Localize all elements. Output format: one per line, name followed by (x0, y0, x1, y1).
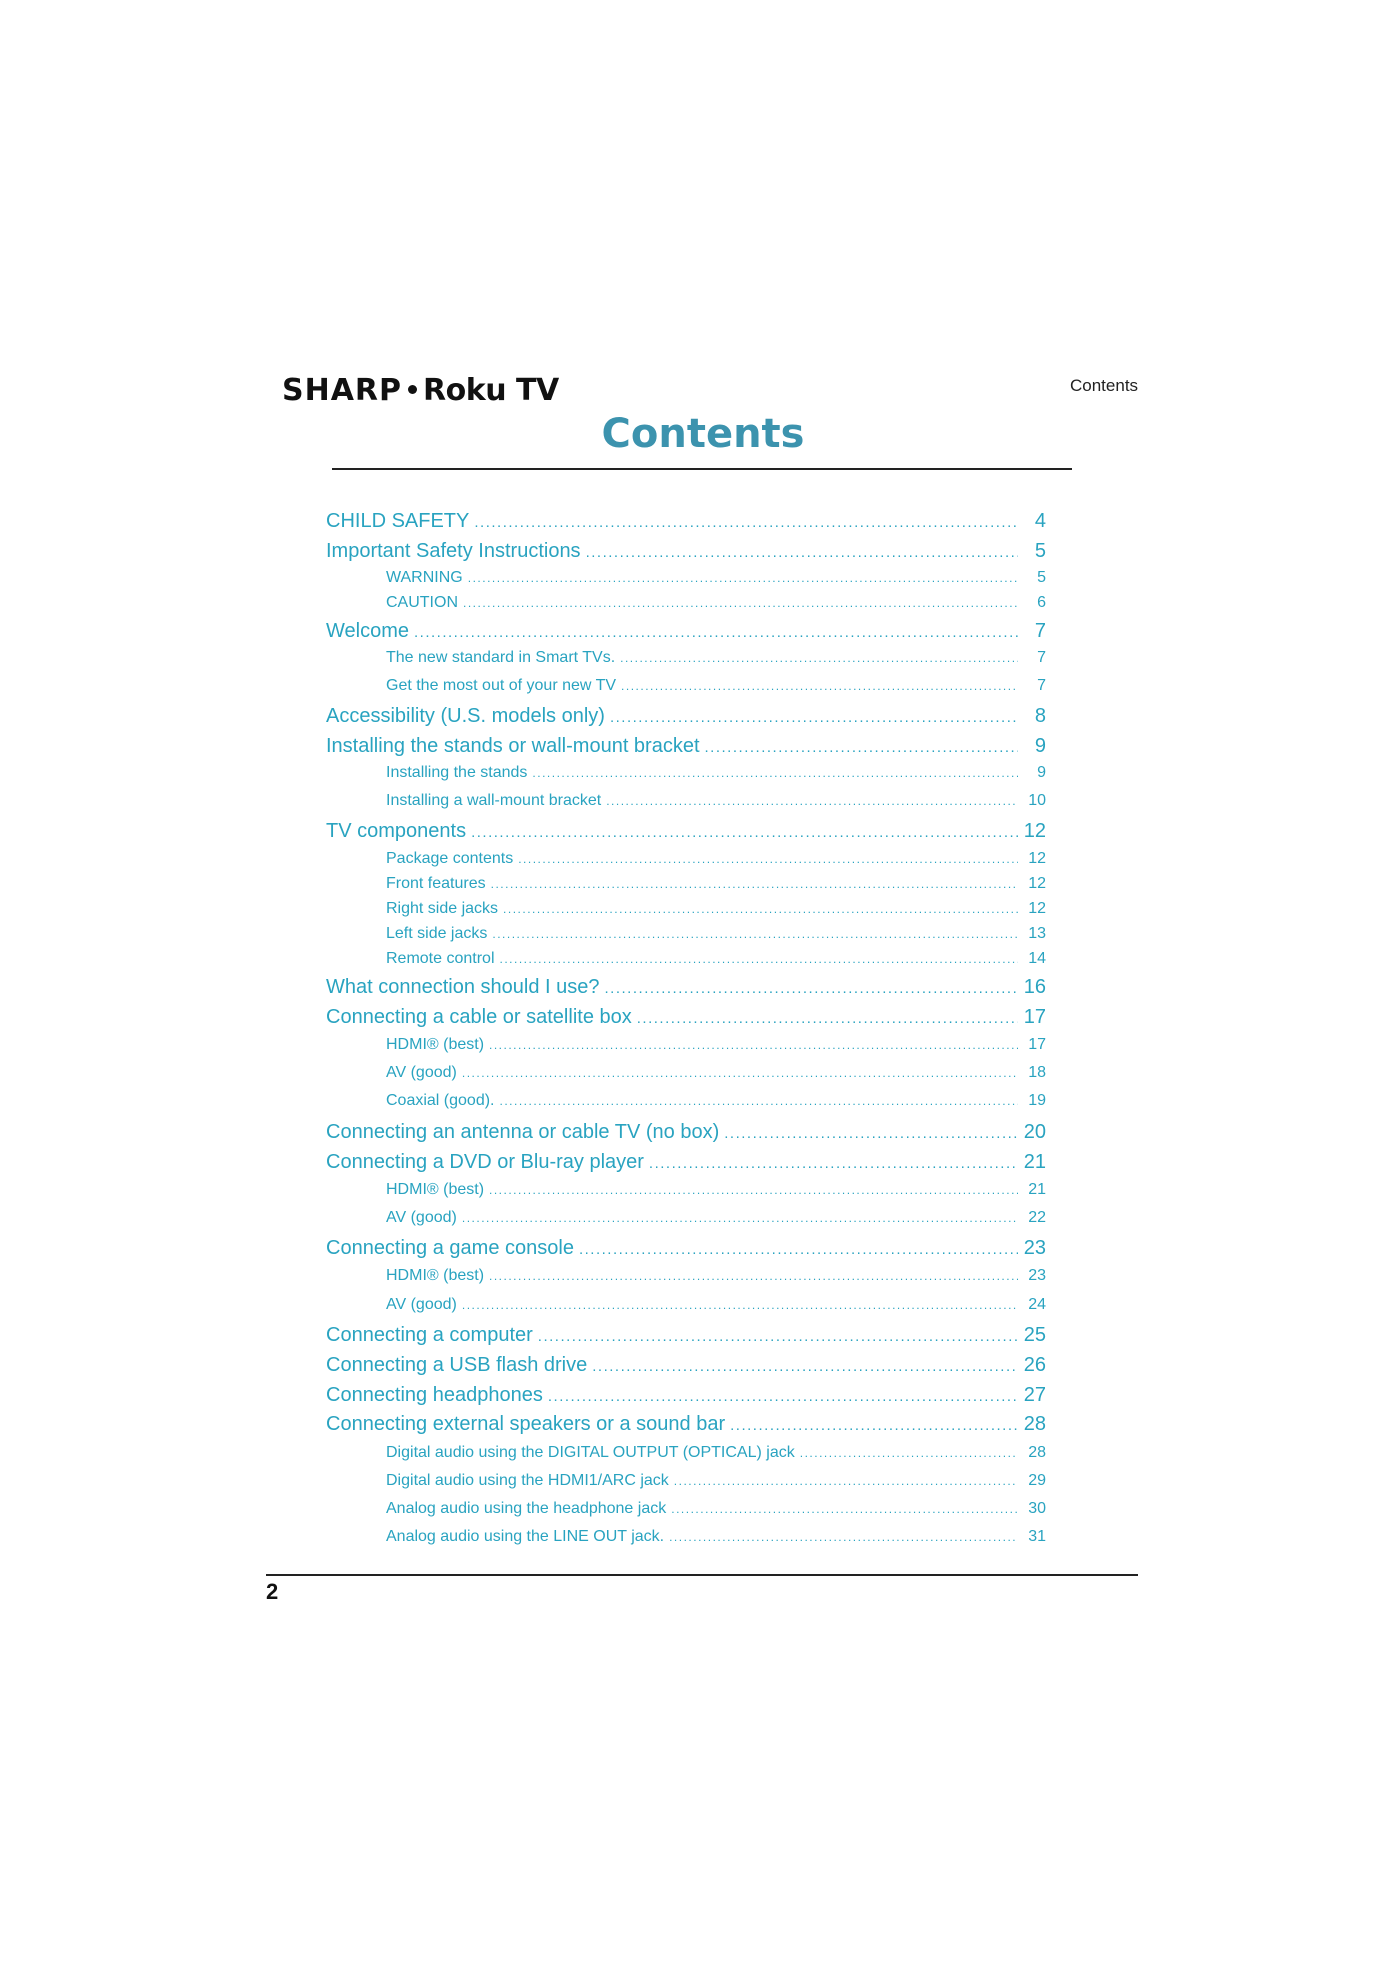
toc-entry[interactable] (326, 540, 1046, 563)
toc-entry[interactable] (326, 1237, 1046, 1260)
running-header: Contents (1070, 376, 1139, 395)
toc-subentry[interactable] (386, 1181, 1046, 1199)
toc-entry-page: 17 (1028, 1036, 1046, 1053)
toc-subentry[interactable] (386, 1528, 1046, 1546)
dot-leader (414, 624, 1018, 641)
dot-leader (586, 544, 1018, 561)
toc-entry-page: 31 (1028, 1528, 1046, 1545)
toc-subentry[interactable] (386, 569, 1046, 587)
dot-leader (724, 1125, 1018, 1142)
toc-entry-page: 24 (1028, 1296, 1046, 1313)
toc-entry-page: 12 (1028, 850, 1046, 867)
logo-brand: SHARP (282, 373, 403, 408)
toc-entry-page: 4 (1034, 510, 1046, 532)
dot-leader (671, 1502, 1018, 1516)
toc-entry-page: 12 (1023, 820, 1046, 842)
toc-entry-label: Right side jacks (386, 900, 499, 917)
toc-entry[interactable] (326, 735, 1046, 758)
toc-entry-label: Coaxial (good). (386, 1092, 495, 1109)
logo-product: Roku TV (423, 373, 559, 408)
footer-divider (266, 1574, 1138, 1576)
toc-entry-label: Important Safety Instructions (326, 540, 581, 562)
toc-entry-label: Digital audio using the HDMI1/ARC jack (386, 1472, 669, 1489)
toc-entry-page: 21 (1028, 1181, 1046, 1198)
toc-entry-page: 16 (1023, 976, 1046, 998)
toc-entry-page: 5 (1034, 540, 1046, 562)
dot-leader (474, 514, 1018, 531)
toc-subentry[interactable] (386, 1267, 1046, 1285)
toc-entry-page: 27 (1023, 1384, 1046, 1406)
toc-entry[interactable] (326, 1121, 1046, 1144)
toc-entry-label: Analog audio using the LINE OUT jack. (386, 1528, 665, 1545)
toc-entry-label: Connecting a game console (326, 1237, 574, 1259)
toc-subentry[interactable] (386, 649, 1046, 667)
dot-leader (489, 1183, 1018, 1197)
toc-entry-label: Package contents (386, 850, 514, 867)
dot-leader (500, 952, 1019, 966)
toc-subentry[interactable] (386, 850, 1046, 868)
toc-entry-page: 17 (1023, 1006, 1046, 1028)
toc-entry-page: 9 (1037, 764, 1046, 781)
dot-leader (463, 596, 1018, 610)
toc-entry-page: 10 (1028, 792, 1046, 809)
toc-entry-label: Analog audio using the headphone jack (386, 1500, 667, 1517)
toc-entry-label: Connecting external speakers or a sound bar (326, 1413, 726, 1435)
toc-subentry[interactable] (386, 764, 1046, 782)
toc-subentry[interactable] (386, 1092, 1046, 1110)
toc-entry-page: 23 (1023, 1237, 1046, 1259)
dot-leader (730, 1417, 1018, 1434)
toc-entry-label: Connecting a computer (326, 1324, 533, 1346)
dot-leader (579, 1241, 1018, 1258)
dot-leader (489, 1269, 1018, 1283)
toc-entry-label: TV components (326, 820, 467, 842)
toc-entry-page: 18 (1028, 1064, 1046, 1081)
dot-leader (462, 1066, 1018, 1080)
toc-entry-label: Connecting a USB flash drive (326, 1354, 588, 1376)
toc-subentry[interactable] (386, 792, 1046, 810)
dot-leader (491, 877, 1018, 891)
dot-leader (500, 1094, 1019, 1108)
toc-entry-label: CHILD SAFETY (326, 510, 470, 532)
toc-entry-page: 22 (1028, 1209, 1046, 1226)
toc-entry-label: Front features (386, 875, 486, 892)
dot-leader (605, 980, 1018, 997)
toc-entry-page: 19 (1028, 1092, 1046, 1109)
dot-leader (620, 651, 1018, 665)
toc-entry[interactable] (326, 1413, 1046, 1436)
toc-entry-label: Connecting a cable or satellite box (326, 1006, 632, 1028)
dot-leader (471, 824, 1018, 841)
toc-subentry[interactable] (386, 594, 1046, 612)
dot-leader (532, 766, 1018, 780)
toc-subentry[interactable] (386, 950, 1046, 968)
dot-leader (503, 902, 1018, 916)
toc-entry-page: 13 (1028, 925, 1046, 942)
toc-entry[interactable] (326, 1324, 1046, 1347)
toc-entry-label: Connecting an antenna or cable TV (no box) (326, 1121, 720, 1143)
toc-entry-page: 9 (1034, 735, 1046, 757)
toc-subentry[interactable] (386, 1444, 1046, 1462)
toc-subentry[interactable] (386, 1036, 1046, 1054)
toc-entry-page: 30 (1028, 1500, 1046, 1517)
toc-entry-label: Get the most out of your new TV (386, 677, 617, 694)
toc-entry-label: AV (good) (386, 1064, 457, 1081)
toc-subentry[interactable] (386, 925, 1046, 943)
toc-entry[interactable] (326, 705, 1046, 728)
toc-entry-label: WARNING (386, 569, 463, 586)
toc-entry-label: Installing the stands (386, 764, 528, 781)
dot-leader (462, 1298, 1018, 1312)
page-number: 2 (266, 1579, 279, 1604)
toc-entry-label: HDMI® (best) (386, 1267, 485, 1284)
toc-entry-label: AV (good) (386, 1209, 457, 1226)
toc-entry-label: Connecting headphones (326, 1384, 543, 1406)
toc-entry-page: 5 (1037, 569, 1046, 586)
toc-entry-page: 20 (1023, 1121, 1046, 1143)
toc-subentry[interactable] (386, 900, 1046, 918)
toc-entry[interactable] (326, 976, 1046, 999)
toc-entry-label: The new standard in Smart TVs. (386, 649, 616, 666)
toc-subentry[interactable] (386, 1064, 1046, 1082)
toc-entry-page: 12 (1028, 875, 1046, 892)
dot-leader (606, 794, 1018, 808)
toc-entry-page: 21 (1023, 1151, 1046, 1173)
dot-leader (669, 1530, 1018, 1544)
page-title: Contents (601, 411, 805, 457)
toc-entry-label: Digital audio using the DIGITAL OUTPUT (OPTICAL) jack (386, 1444, 795, 1461)
toc-entry-page: 25 (1023, 1324, 1046, 1346)
dot-leader (468, 571, 1018, 585)
dot-leader (610, 709, 1018, 726)
dot-leader (674, 1474, 1018, 1488)
toc-entry-label: Welcome (326, 620, 409, 642)
toc-entry[interactable] (326, 1151, 1046, 1174)
toc-entry[interactable] (326, 620, 1046, 643)
dot-leader (649, 1155, 1018, 1172)
toc-entry-page: 23 (1028, 1267, 1046, 1284)
toc-entry-label: Left side jacks (386, 925, 488, 942)
dot-leader (518, 852, 1018, 866)
toc-entry-page: 29 (1028, 1472, 1046, 1489)
toc-subentry[interactable] (386, 1472, 1046, 1490)
toc-subentry[interactable] (386, 1500, 1046, 1518)
dot-leader (462, 1211, 1018, 1225)
toc-entry-page: 7 (1037, 677, 1046, 694)
toc-subentry[interactable] (386, 1209, 1046, 1227)
toc-entry-label: Remote control (386, 950, 495, 967)
dot-leader (489, 1038, 1018, 1052)
toc-entry-label: Connecting a DVD or Blu-ray player (326, 1151, 644, 1173)
toc-entry-page: 6 (1037, 594, 1046, 611)
toc-entry-label: Installing the stands or wall-mount bracket (326, 735, 700, 757)
toc-entry-page: 14 (1028, 950, 1046, 967)
toc-subentry[interactable] (386, 875, 1046, 893)
dot-leader (492, 927, 1018, 941)
toc-entry-label: Accessibility (U.S. models only) (326, 705, 605, 727)
dot-leader (592, 1358, 1018, 1375)
toc-entry-label: What connection should I use? (326, 976, 600, 998)
toc-entry-page: 8 (1034, 705, 1046, 727)
toc-subentry[interactable] (386, 1296, 1046, 1314)
dot-leader (621, 679, 1018, 693)
toc-entry[interactable] (326, 820, 1046, 843)
toc-entry-page: 26 (1023, 1354, 1046, 1376)
toc-entry-label: CAUTION (386, 594, 458, 611)
toc-entry-page: 12 (1028, 900, 1046, 917)
dot-leader (800, 1446, 1018, 1460)
toc-entry[interactable] (326, 510, 1046, 533)
toc-entry-page: 28 (1023, 1413, 1046, 1435)
dot-leader (705, 739, 1018, 756)
toc-entry-page: 7 (1034, 620, 1046, 642)
toc-entry[interactable] (326, 1354, 1046, 1377)
dot-leader (637, 1010, 1018, 1027)
toc-entry-label: HDMI® (best) (386, 1036, 485, 1053)
toc-entry-label: Installing a wall-mount bracket (386, 792, 602, 809)
toc-entry[interactable] (326, 1006, 1046, 1029)
toc-entry-label: HDMI® (best) (386, 1181, 485, 1198)
dot-leader (538, 1328, 1018, 1345)
dot-leader (548, 1388, 1018, 1405)
toc-entry-page: 7 (1037, 649, 1046, 666)
toc-entry-page: 28 (1028, 1444, 1046, 1461)
toc-entry-label: AV (good) (386, 1296, 457, 1313)
toc-entry[interactable] (326, 1384, 1046, 1407)
toc-subentry[interactable] (386, 677, 1046, 695)
